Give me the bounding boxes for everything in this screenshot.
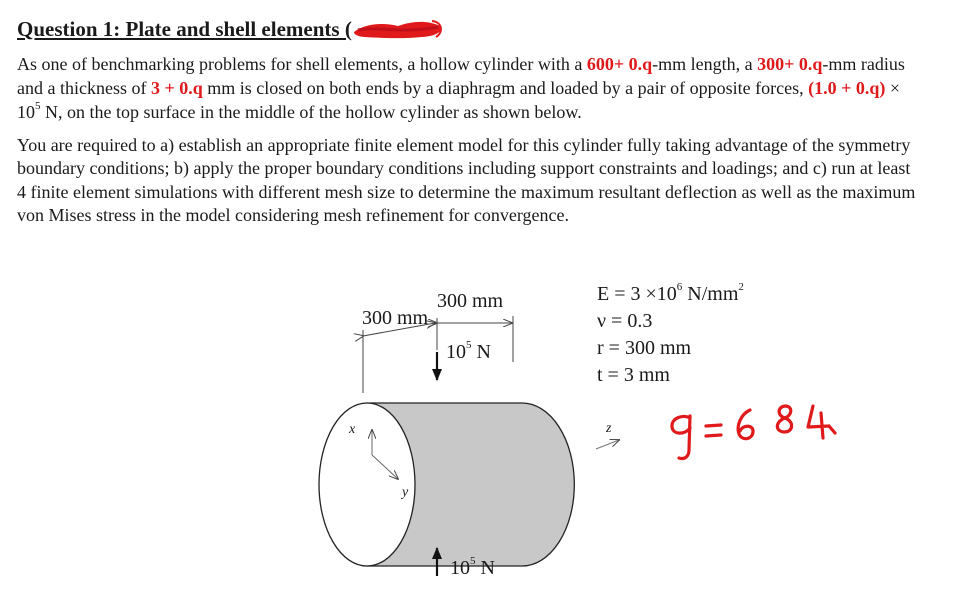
axis-z-label: z [606,421,612,436]
dim-label-right: 300 mm [437,290,504,312]
statement-run: -mm radius and a thickness of [17,54,905,98]
dim-label-left: 300 mm [362,307,429,329]
statement-run: (1.0 + 0.q) [808,78,886,98]
statement-run: mm is closed on both ends by a diaphragm and loaded by a pair of opposite forces, [202,78,809,98]
statement-run: 600+ 0.q [586,54,653,74]
prop-E: $E = 3 \times 10^6$ $N/mm^2$ [597,281,744,305]
task-description: You are required to a) establish an appropriate finite element model for this cylinder fully taking advantage of the symmetry boundary conditions; b) apply the proper boundary conditions including support constraints and loadings; and c) run at least 4 finite element simulations with different mesh size to determine the maximum resultant deflection as well as the maximum von Mises stress in the model considering mesh refinement for convergence. [17,135,916,226]
bottom-force-label: $10^5$ N [450,555,495,579]
prop-r: r = 300 mm [597,337,692,359]
statement-run: 300+ 0.q [757,54,823,74]
top-force-label: $10^5$ N [446,339,491,363]
statement-run: As one of benchmarking problems for shell elements, a hollow cylinder with a [17,54,587,74]
handwritten-q-value [663,400,853,470]
prop-nu: ν = 0.3 [597,310,653,332]
statement-run: N, on the top surface in the middle of the hollow cylinder as shown below. [40,102,582,122]
question-title-text: Question 1: Plate and shell elements ( [17,17,352,41]
statement-run: × 10 [17,78,901,122]
axis-z-arrow [596,440,619,449]
cylinder-end-face [319,403,415,566]
axis-y-label: y [402,485,409,500]
prop-t: t = 3 mm [597,364,670,386]
axis-x-label: x [349,422,356,437]
statement-run: -mm length, a [652,54,758,74]
statement-run: 3 + 0.q [150,78,203,98]
statement-run: 5 [35,100,41,112]
